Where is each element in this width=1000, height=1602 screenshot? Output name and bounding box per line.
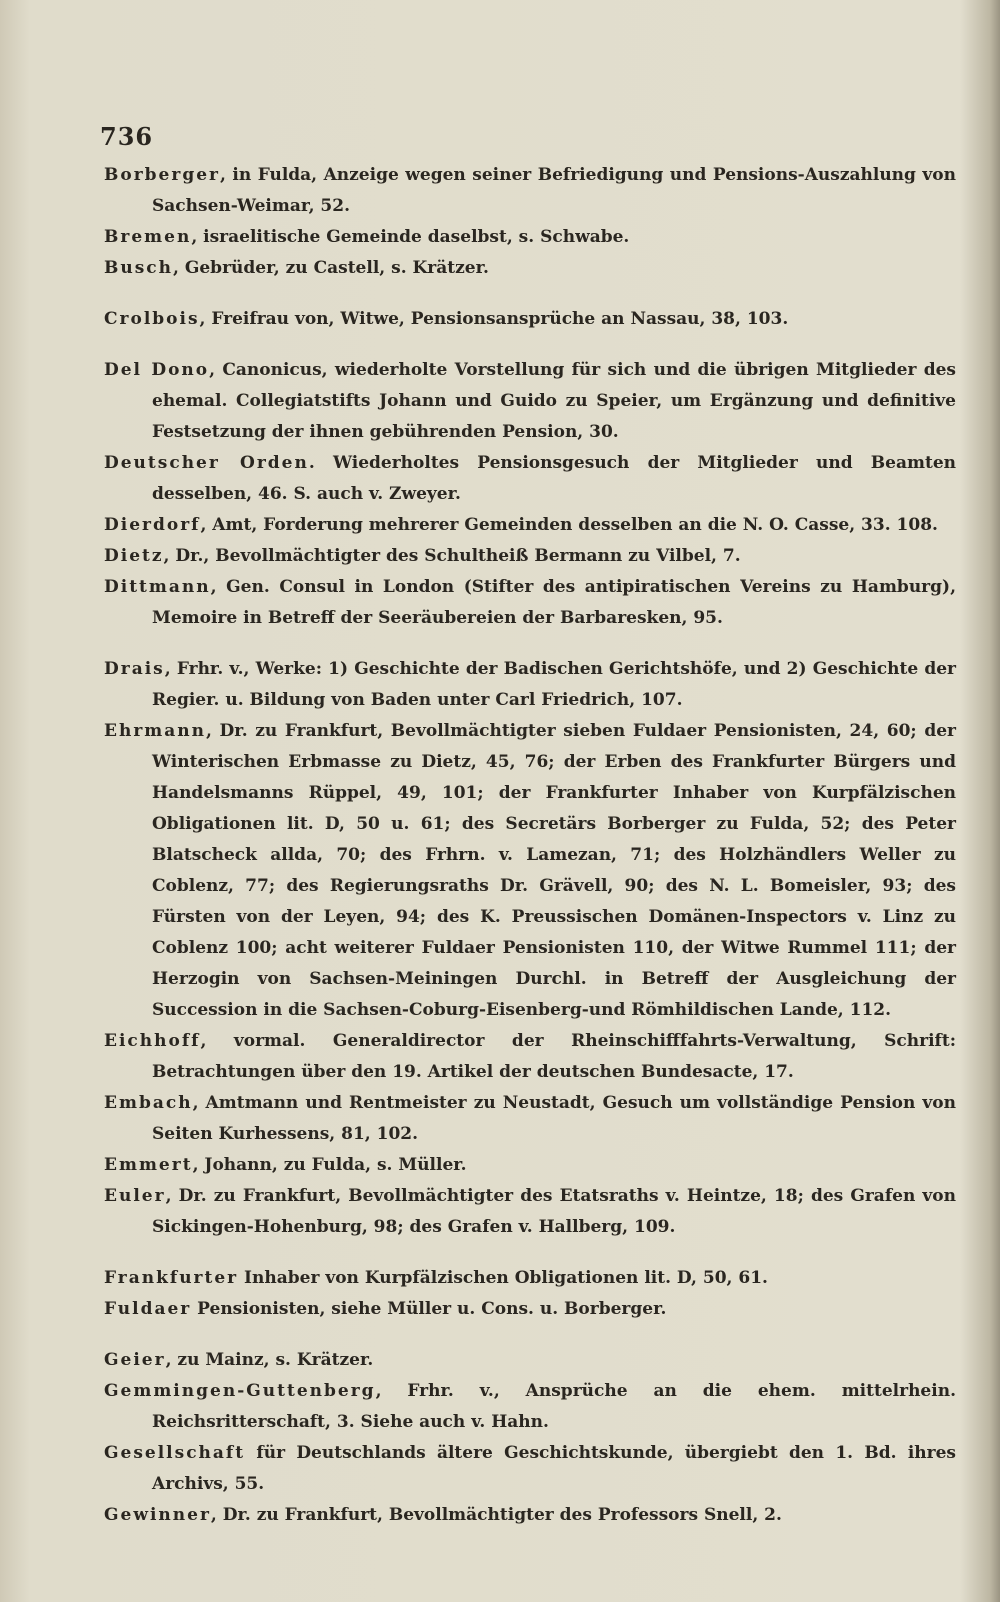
index-entry bbox=[104, 160, 956, 222]
entry-text: , Amt, Forderung mehrerer Gemeinden desselben an die N. O. Casse, 33. 108. bbox=[200, 515, 938, 535]
entry-text: , Dr. zu Frankfurt, Bevollmächtigter des Professors Snell, 2. bbox=[210, 1505, 782, 1525]
index-entry bbox=[104, 1376, 956, 1438]
index-entry bbox=[104, 448, 956, 510]
entry-text: , Dr. zu Frankfurt, Bevollmächtigter sieben Fuldaer Pensionisten, 24, 60; der Winterischen Erbmasse zu Dietz, 45, 76; der Erben des Frankfurter Bürgers und Handelsmanns Rüppel, 49, 101; der Frankfurter Inhaber von Kurpfälzischen Obligationen lit. D, 50 u. 61; des Secretärs Borberger zu Fulda, 52; des Peter Blatscheck allda, 70; des Frhrn. v. Lamezan, 71; des Holzhändlers Weller zu Coblenz, 77; des Regierungsraths Dr. Grävell, 90; des N. L. Bomeisler, 93; des Fürsten von der Leyen, 94; des K. Preussischen Domänen-Inspectors v. Linz zu Coblenz 100; acht weiterer Fuldaer Pensionisten 110, der Witwe Rummel 111; der Herzogin von Sachsen-Meiningen Durchl. in Betreff der Ausgleichung der Succession in die Sachsen-Coburg-Eisenberg-und Römhildischen Lande, 112. bbox=[152, 721, 956, 1020]
entry-heading: Ehrmann bbox=[104, 721, 206, 741]
entry-text: , zu Mainz, s. Krätzer. bbox=[165, 1350, 374, 1370]
entry-text: , israelitische Gemeinde daselbst, s. Schwabe. bbox=[191, 227, 630, 247]
page-number: 736 bbox=[100, 122, 154, 151]
entry-heading: Drais bbox=[104, 659, 165, 679]
entry-heading: Borberger bbox=[104, 165, 220, 185]
entry-text: , Frhr. v., Werke: 1) Geschichte der Badischen Gerichtshöfe, und 2) Geschichte der Regier. u. Bildung von Baden unter Carl Friedrich, 107. bbox=[152, 659, 956, 710]
entry-heading: Del Dono bbox=[104, 360, 210, 380]
index-entry bbox=[104, 654, 956, 716]
entry-heading: Gewinner bbox=[104, 1505, 211, 1525]
entry-heading: Emmert bbox=[104, 1155, 193, 1175]
entry-text: , in Fulda, Anzeige wegen seiner Befriedigung und Pensions-Auszahlung von Sachsen-Weimar, 52. bbox=[152, 165, 956, 216]
entry-heading: Dietz bbox=[104, 546, 164, 566]
index-entry bbox=[104, 1026, 956, 1088]
index-entry bbox=[104, 1088, 956, 1150]
entry-text: , Amtmann und Rentmeister zu Neustadt, Gesuch um vollständige Pension von Seiten Kurhessens, 81, 102. bbox=[152, 1093, 956, 1144]
index-entry bbox=[104, 510, 956, 541]
index-entry bbox=[104, 1181, 956, 1243]
entry-heading: Gesellschaft bbox=[104, 1443, 246, 1463]
entry-text: , Frhr. v., Ansprüche an die ehem. mittelrhein. Reichsritterschaft, 3. Siehe auch v. Hahn. bbox=[152, 1381, 956, 1432]
entry-heading: Embach bbox=[104, 1093, 193, 1113]
entry-text: , Gebrüder, zu Castell, s. Krätzer. bbox=[173, 258, 489, 278]
index-entry bbox=[104, 355, 956, 448]
entry-heading: Busch bbox=[104, 258, 174, 278]
index-entry bbox=[104, 253, 956, 284]
entry-text: . Wiederholtes Pensionsgesuch der Mitglieder und Beamten desselben, 46. S. auch v. Zweyer. bbox=[152, 453, 956, 504]
index-entry bbox=[104, 1294, 956, 1325]
index-entry bbox=[104, 1150, 956, 1181]
index-entry bbox=[104, 541, 956, 572]
entry-heading: Dittmann bbox=[104, 577, 211, 597]
entry-heading: Dierdorf bbox=[104, 515, 201, 535]
entry-heading: Gemmingen-Guttenberg bbox=[104, 1381, 376, 1401]
index-entry bbox=[104, 716, 956, 1026]
entry-text: , Johann, zu Fulda, s. Müller. bbox=[192, 1155, 467, 1175]
index-entry bbox=[104, 1500, 956, 1531]
index-entries bbox=[104, 160, 956, 1531]
index-entry bbox=[104, 1438, 956, 1500]
entry-text: , vormal. Generaldirector der Rheinschifffahrts-Verwaltung, Schrift: Betrachtungen über den 19. Artikel der deutschen Bundesacte, 17. bbox=[152, 1031, 956, 1082]
index-entry bbox=[104, 304, 956, 335]
entry-heading: Frankfurter bbox=[104, 1268, 239, 1288]
entry-text: , Canonicus, wiederholte Vorstellung für sich und die übrigen Mitglieder des ehemal. Collegiatstifts Johann und Guido zu Speier, um Ergänzung und definitive Festsetzung der ihnen gebührenden Pension, 30. bbox=[152, 360, 956, 442]
entry-heading: Bremen bbox=[104, 227, 192, 247]
entry-text: , Gen. Consul in London (Stifter des antipiratischen Vereins zu Hamburg), Memoire in Betreff der Seeräubereien der Barbaresken, 95. bbox=[152, 577, 956, 628]
entry-text: für Deutschlands ältere Geschichtskunde, übergiebt den 1. Bd. ihres Archivs, 55. bbox=[152, 1443, 956, 1494]
entry-text: , Dr., Bevollmächtigter des Schultheiß Bermann zu Vilbel, 7. bbox=[163, 546, 741, 566]
entry-heading: Fuldaer bbox=[104, 1299, 192, 1319]
entry-heading: Crolbois bbox=[104, 309, 200, 329]
entry-heading: Deutscher Orden bbox=[104, 453, 309, 473]
entry-text: Pensionisten, siehe Müller u. Cons. u. Borberger. bbox=[191, 1299, 667, 1319]
entry-heading: Geier bbox=[104, 1350, 166, 1370]
entry-text: , Freifrau von, Witwe, Pensionsansprüche an Nassau, 38, 103. bbox=[199, 309, 789, 329]
entry-text: Inhaber von Kurpfälzischen Obligationen lit. D, 50, 61. bbox=[238, 1268, 768, 1288]
index-entry bbox=[104, 572, 956, 634]
index-entry bbox=[104, 222, 956, 253]
entry-heading: Euler bbox=[104, 1186, 166, 1206]
index-entry bbox=[104, 1263, 956, 1294]
entry-text: , Dr. zu Frankfurt, Bevollmächtigter des Etatsraths v. Heintze, 18; des Grafen von Sickingen-Hohenburg, 98; des Grafen v. Hallberg, 109. bbox=[152, 1186, 956, 1237]
index-entry bbox=[104, 1345, 956, 1376]
entry-heading: Eichhoff bbox=[104, 1031, 201, 1051]
